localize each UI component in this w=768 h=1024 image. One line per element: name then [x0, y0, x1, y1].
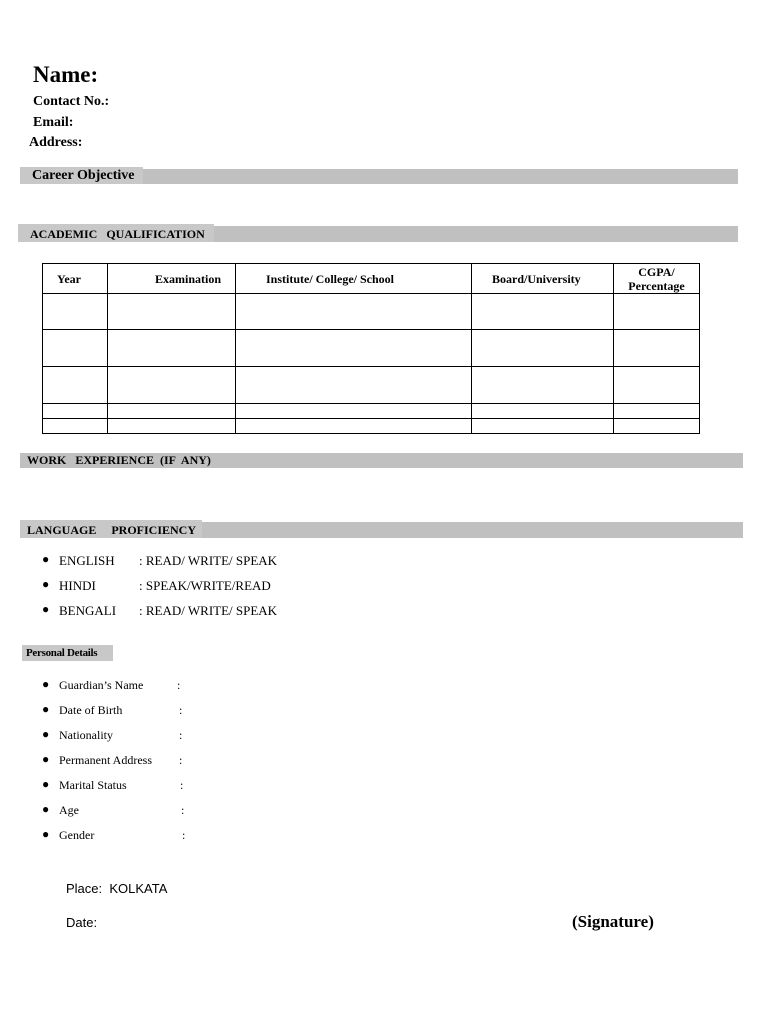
field-separator: :	[179, 703, 183, 717]
table-cell[interactable]	[43, 419, 108, 434]
table-cell[interactable]	[43, 367, 108, 404]
list-item	[42, 578, 277, 603]
table-cell[interactable]	[108, 367, 236, 404]
table-cell[interactable]	[614, 404, 700, 419]
bullet-icon: ●	[42, 552, 50, 566]
field-separator: :	[179, 728, 183, 742]
table-cell[interactable]	[472, 419, 614, 434]
table-cell[interactable]	[43, 294, 108, 330]
field-separator: :	[181, 803, 185, 817]
date-of-birth-label: Date of Birth	[59, 703, 123, 717]
table-row	[43, 404, 700, 419]
list-item	[42, 553, 277, 578]
bullet-icon: ●	[42, 777, 50, 791]
guardian-name-label: Guardian’s Name	[59, 678, 144, 692]
table-cell[interactable]	[614, 419, 700, 434]
list-item	[42, 728, 185, 753]
table-cell[interactable]	[236, 294, 472, 330]
table-row	[43, 294, 700, 330]
field-separator: :	[180, 778, 184, 792]
age-label: Age	[59, 803, 79, 817]
table-cell[interactable]	[43, 404, 108, 419]
bullet-icon: ●	[42, 727, 50, 741]
table-cell[interactable]	[614, 367, 700, 404]
marital-status-label: Marital Status	[59, 778, 127, 792]
list-item	[42, 753, 185, 778]
signature-label: (Signature)	[572, 912, 654, 931]
table-cell[interactable]	[108, 330, 236, 367]
language-name: ENGLISH	[59, 553, 115, 568]
column-header-examination: Examination	[108, 264, 236, 294]
place-line	[66, 881, 167, 896]
table-row	[43, 367, 700, 404]
work-experience-heading: WORK EXPERIENCE (IF ANY)	[27, 453, 211, 467]
bullet-icon: ●	[42, 577, 50, 591]
table-row	[43, 330, 700, 367]
table-cell[interactable]	[236, 404, 472, 419]
column-header-cgpa	[614, 264, 700, 294]
list-item	[42, 603, 277, 628]
table-row	[43, 419, 700, 434]
personal-details-heading: Personal Details	[22, 645, 113, 661]
nationality-label: Nationality	[59, 728, 113, 742]
table-cell[interactable]	[614, 330, 700, 367]
table-cell[interactable]	[108, 294, 236, 330]
email-label: Email:	[33, 115, 74, 130]
bullet-icon: ●	[42, 752, 50, 766]
list-item	[42, 703, 185, 728]
place-value: KOLKATA	[109, 881, 168, 896]
table-cell[interactable]	[236, 367, 472, 404]
language-skills: : SPEAK/WRITE/READ	[139, 578, 271, 593]
table-cell[interactable]	[472, 367, 614, 404]
list-item	[42, 828, 185, 853]
list-item	[42, 678, 185, 703]
field-separator: :	[177, 678, 181, 692]
academic-qualification-table	[42, 263, 700, 434]
language-name: BENGALI	[59, 603, 117, 618]
language-list	[42, 553, 277, 628]
column-header-year: Year	[43, 264, 108, 294]
cgpa-header-line-1: CGPA/	[638, 264, 675, 279]
table-cell[interactable]	[236, 419, 472, 434]
contact-number-label: Contact No.:	[33, 94, 110, 109]
name-label: Name:	[33, 62, 99, 87]
gender-label: Gender	[59, 828, 95, 842]
column-header-board: Board/University	[472, 264, 614, 294]
table-cell[interactable]	[236, 330, 472, 367]
table-cell[interactable]	[108, 419, 236, 434]
bullet-icon: ●	[42, 827, 50, 841]
language-name: HINDI	[59, 578, 96, 593]
address-label: Address:	[29, 135, 83, 150]
place-label: Place:	[66, 881, 103, 896]
cgpa-header-line-2: Percentage	[628, 278, 685, 293]
table-cell[interactable]	[43, 330, 108, 367]
language-skills: : READ/ WRITE/ SPEAK	[139, 553, 278, 568]
career-objective-heading: Career Objective	[20, 167, 143, 184]
field-separator: :	[179, 753, 183, 767]
date-label: Date:	[66, 915, 98, 930]
list-item	[42, 778, 185, 803]
bullet-icon: ●	[42, 602, 50, 616]
language-proficiency-heading: LANGUAGE PROFICIENCY	[20, 520, 202, 538]
list-item	[42, 803, 185, 828]
table-cell[interactable]	[472, 404, 614, 419]
permanent-address-label: Permanent Address	[59, 753, 152, 767]
academic-qualification-heading: ACADEMIC QUALIFICATION	[18, 224, 214, 242]
table-cell[interactable]	[472, 330, 614, 367]
table-cell[interactable]	[472, 294, 614, 330]
personal-details-list	[42, 678, 185, 853]
table-cell[interactable]	[614, 294, 700, 330]
bullet-icon: ●	[42, 802, 50, 816]
table-header-row	[43, 264, 700, 294]
bullet-icon: ●	[42, 702, 50, 716]
bullet-icon: ●	[42, 677, 50, 691]
column-header-institute: Institute/ College/ School	[236, 264, 472, 294]
field-separator: :	[182, 828, 186, 842]
table-cell[interactable]	[108, 404, 236, 419]
language-skills: : READ/ WRITE/ SPEAK	[139, 603, 278, 618]
